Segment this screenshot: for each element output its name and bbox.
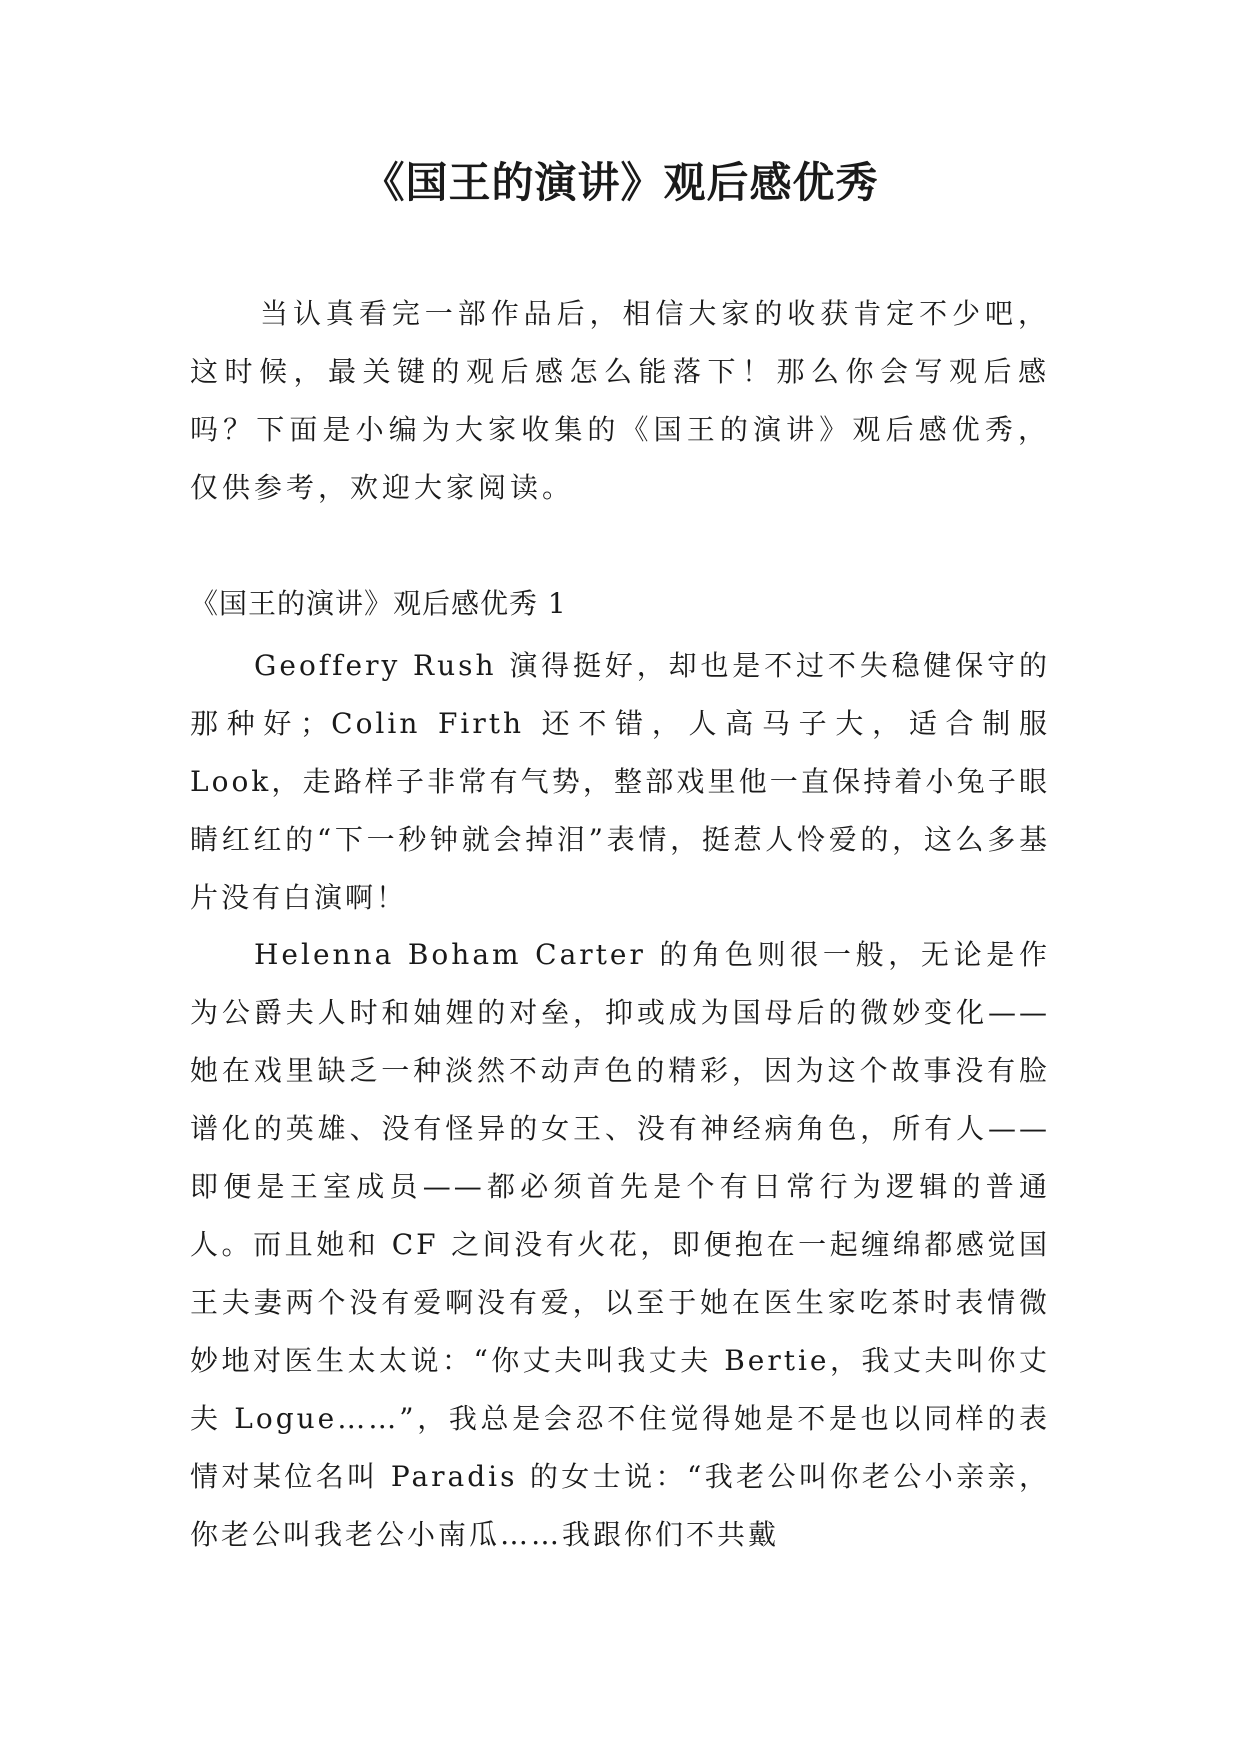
intro-paragraph: 当认真看完一部作品后，相信大家的收获肯定不少吧，这时候，最关键的观后感怎么能落下！那么你会写观后感吗？下面是小编为大家收集的《国王的演讲》观后感优秀，仅供参考，欢迎大家阅读。 xyxy=(190,297,1050,504)
body-paragraph-1: Geoffery Rush 演得挺好，却也是不过不失稳健保守的那种好；Colin Firth 还不错，人高马子大，适合制服 Look，走路样子非常有气势，整部戏里他一直保持着小兔子眼睛红红的“下一秒钟就会掉泪”表情，挺惹人怜爱的，这么多基片没有白演啊！ xyxy=(190,649,1050,914)
document-title: 《国王的演讲》观后感优秀 xyxy=(362,158,879,207)
section-heading: 《国王的演讲》观后感优秀 1 xyxy=(190,587,567,620)
body-paragraph-2: Helenna Boham Carter 的角色则很一般，无论是作为公爵夫人时和妯娌的对垒，抑或成为国母后的微妙变化——她在戏里缺乏一种淡然不动声色的精彩，因为这个故事没有脸谱化的英雄、没有怪异的女王、没有神经病角色，所有人——即便是王室成员——都必须首先是个有日常行为逻辑的普通人。而且她和 CF 之间没有火花，即便抱在一起缠绵都感觉国王夫妻两个没有爱啊没有爱，以至于她在医生家吃茶时表情微妙地对医生太太说：“你丈夫叫我丈夫 Bertie，我丈夫叫你丈夫 Logue……”，我总是会忍不住觉得她是不是也以同样的表情对某位名叫 Paradis 的女士说：“我老公叫你老公小亲亲，你老公叫我老公小南瓜……我跟你们不共戴 xyxy=(190,938,1050,1551)
